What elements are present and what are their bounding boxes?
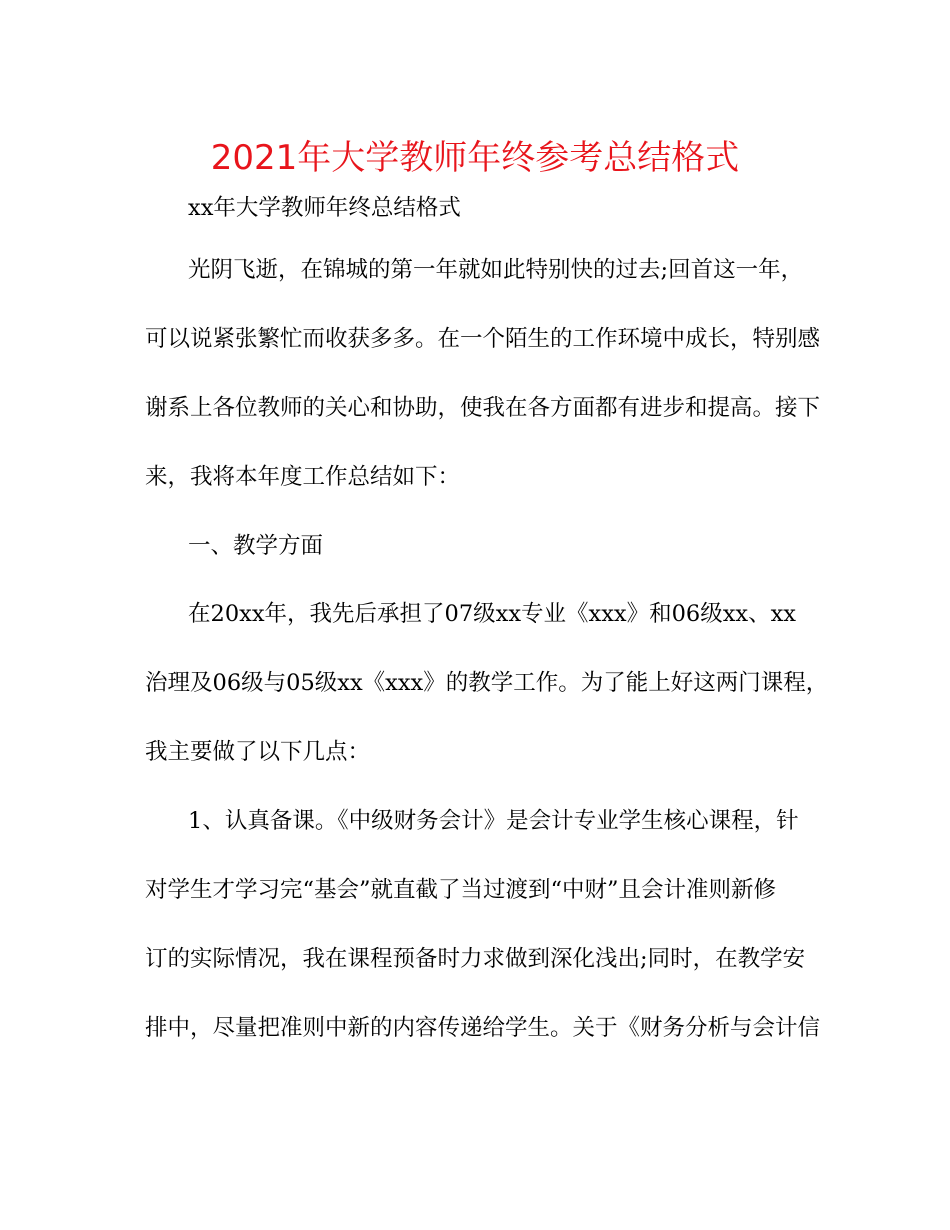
- paragraph-line: 谢系上各位教师的关心和协助，使我在各方面都有进步和提高。接下: [145, 395, 821, 421]
- paragraph-line: 订的实际情况，我在课程预备时力求做到深化浅出;同时，在教学安: [145, 946, 806, 972]
- paragraph-line: 对学生才学习完“基会”就直截了当过渡到“中财”且会计准则新修: [145, 877, 777, 903]
- paragraph-line: 光阴飞逝，在锦城的第一年就如此特别快的过去;回首这一年，: [188, 257, 804, 283]
- paragraph-line: 可以说紧张繁忙而收获多多。在一个陌生的工作环境中成长，特别感: [145, 326, 821, 352]
- paragraph-line: 治理及06级与05级xx《xxx》的教学工作。为了能上好这两门课程，: [145, 670, 829, 696]
- paragraph-line: 在20xx年，我先后承担了07级xx专业《xxx》和06级xx、xx: [188, 601, 796, 627]
- document-subtitle: xx年大学教师年终总结格式: [188, 195, 461, 221]
- document-title: 2021年大学教师年终参考总结格式: [210, 138, 740, 178]
- paragraph-line: 1、认真备课。《中级财务会计》是会计专业学生核心课程，针: [188, 808, 799, 834]
- paragraph-line: 我主要做了以下几点：: [145, 739, 371, 765]
- paragraph-line: 来，我将本年度工作总结如下：: [145, 464, 461, 490]
- paragraph-line: 排中，尽量把准则中新的内容传递给学生。关于《财务分析与会计信: [145, 1015, 821, 1041]
- section-heading: 一、教学方面: [188, 533, 324, 559]
